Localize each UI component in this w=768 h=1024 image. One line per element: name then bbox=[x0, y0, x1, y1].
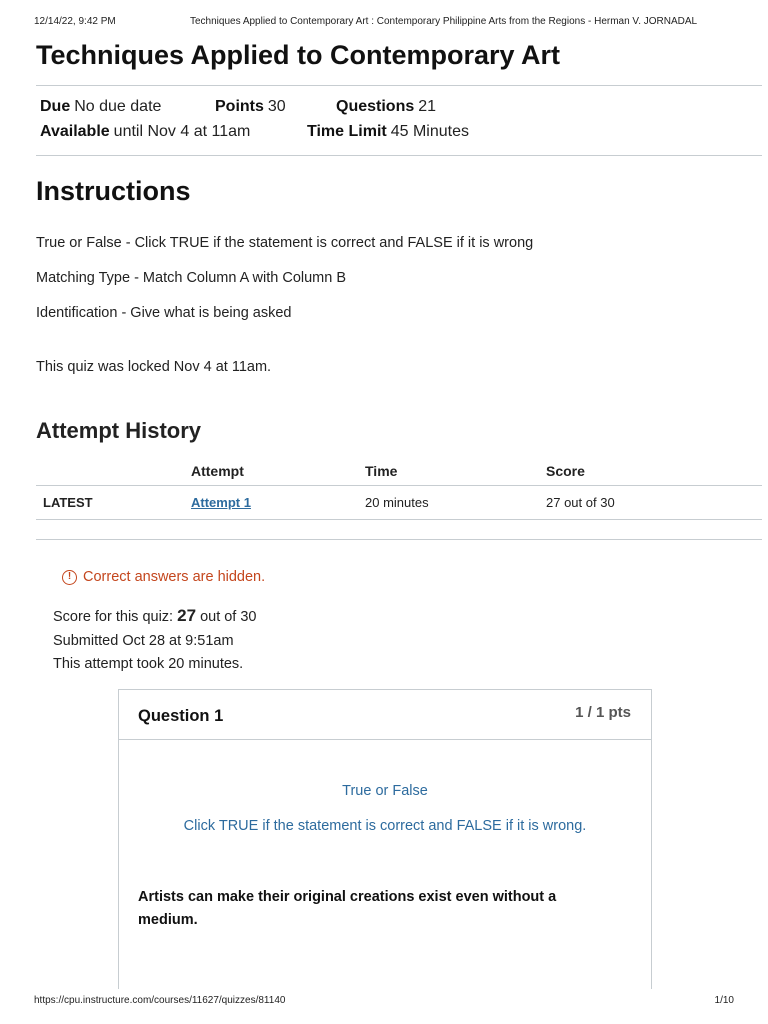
column-header-time: Time bbox=[365, 463, 398, 479]
divider bbox=[36, 155, 762, 156]
submitted-at: Submitted Oct 28 at 9:51am bbox=[53, 633, 234, 649]
instruction-true-false: True or False - Click TRUE if the statement is correct and FALSE if it is wrong bbox=[36, 235, 534, 251]
score-prefix: Score for this quiz: bbox=[53, 609, 174, 625]
due-label: Due bbox=[40, 98, 71, 115]
divider bbox=[36, 85, 762, 86]
question-card bbox=[118, 689, 652, 989]
question-type-label: True or False bbox=[342, 783, 428, 799]
questions-value: 21 bbox=[418, 98, 437, 115]
quiz-due bbox=[40, 98, 161, 116]
attempt-history-heading: Attempt History bbox=[36, 418, 202, 443]
attempt-score: 27 out of 30 bbox=[546, 495, 615, 510]
question-title: Question 1 bbox=[138, 707, 224, 725]
attempt-1-link[interactable]: Attempt 1 bbox=[191, 495, 251, 510]
question-points: 1 / 1 pts bbox=[575, 704, 631, 721]
answers-hidden-notice bbox=[62, 569, 265, 585]
instructions-heading: Instructions bbox=[36, 176, 191, 206]
answers-hidden-text: Correct answers are hidden. bbox=[83, 569, 266, 585]
score-value: 27 bbox=[177, 606, 197, 625]
print-footer bbox=[34, 995, 734, 1009]
divider bbox=[36, 539, 762, 540]
quiz-locked-note: This quiz was locked Nov 4 at 11am. bbox=[36, 359, 272, 375]
question-statement: Artists can make their original creations exist even without a medium. bbox=[138, 889, 557, 928]
print-datetime: 12/14/22, 9:42 PM bbox=[34, 16, 116, 27]
instruction-matching: Matching Type - Match Column A with Column B bbox=[36, 270, 347, 286]
print-header bbox=[34, 16, 734, 30]
quiz-score bbox=[53, 606, 257, 626]
points-value: 30 bbox=[267, 98, 286, 115]
question-header bbox=[119, 690, 651, 740]
time-limit-label: Time Limit bbox=[307, 123, 387, 140]
table-header-row bbox=[36, 452, 762, 486]
question-type-instruction: Click TRUE if the statement is correct and FALSE if it is wrong. bbox=[183, 818, 587, 834]
quiz-available bbox=[40, 123, 250, 141]
points-label: Points bbox=[215, 98, 264, 115]
table-row bbox=[36, 486, 762, 520]
column-header-attempt: Attempt bbox=[191, 463, 244, 479]
available-label: Available bbox=[40, 123, 110, 140]
quiz-questions bbox=[336, 98, 436, 116]
time-limit-value: 45 Minutes bbox=[390, 123, 469, 140]
print-page-number: 1/10 bbox=[714, 995, 734, 1006]
due-value: No due date bbox=[74, 98, 162, 115]
score-suffix: out of 30 bbox=[200, 609, 257, 625]
table-rule bbox=[36, 519, 762, 520]
warning-icon: ! bbox=[62, 570, 77, 585]
quiz-points bbox=[215, 98, 286, 116]
print-url: https://cpu.instructure.com/courses/11627/quizzes/81140 bbox=[34, 995, 286, 1006]
attempt-history-table bbox=[36, 452, 762, 520]
questions-label: Questions bbox=[336, 98, 415, 115]
attempt-duration: This attempt took 20 minutes. bbox=[53, 656, 244, 672]
available-value: until Nov 4 at 11am bbox=[113, 123, 251, 140]
page-title: Techniques Applied to Contemporary Art bbox=[36, 40, 561, 70]
instruction-identification: Identification - Give what is being asked bbox=[36, 305, 292, 321]
print-doc-title: Techniques Applied to Contemporary Art : Contemporary Philippine Arts from the Regions - Herman V. JORNADAL bbox=[190, 16, 698, 27]
column-header-score: Score bbox=[546, 463, 585, 479]
attempt-time: 20 minutes bbox=[365, 495, 429, 510]
quiz-time-limit bbox=[307, 123, 469, 141]
latest-label: LATEST bbox=[43, 495, 93, 510]
